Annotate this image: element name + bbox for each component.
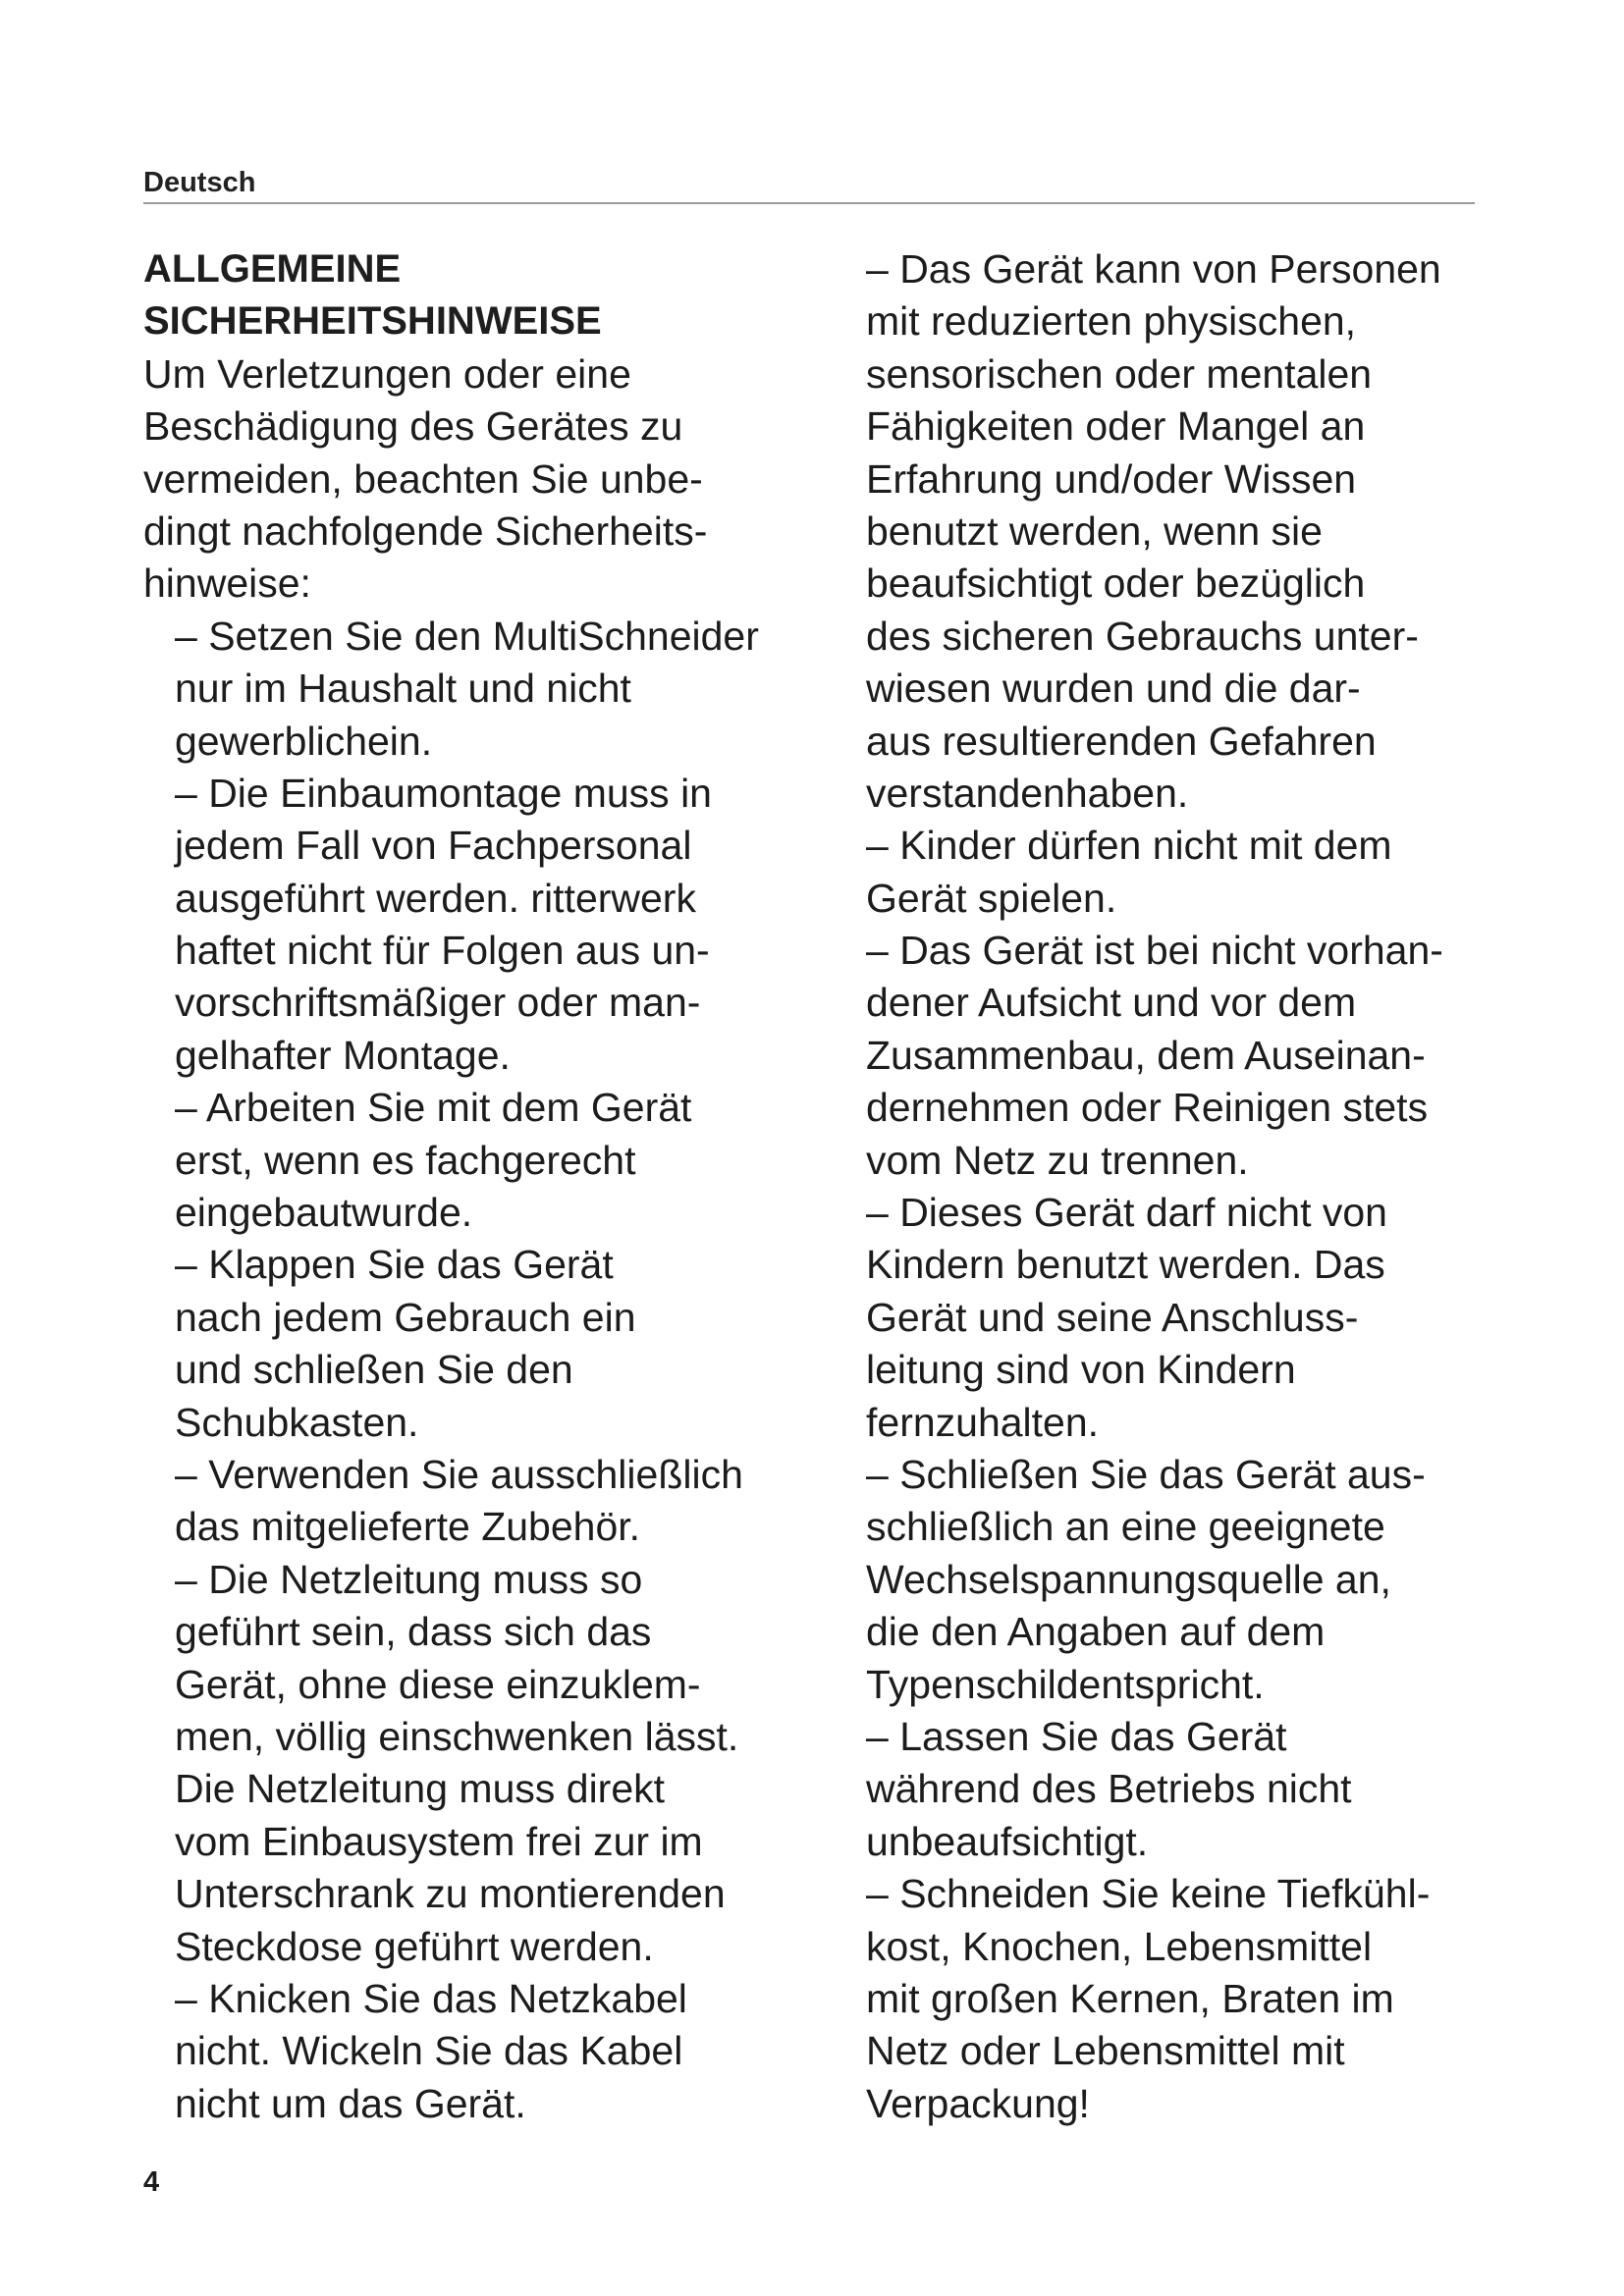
safety-text-line: – Die Einbaumontage muss in xyxy=(175,770,712,816)
safety-text-line: ausgeführt werden. ritterwerk xyxy=(175,875,696,921)
language-label: Deutsch xyxy=(143,167,256,198)
safety-text-line: unbeaufsichtigt. xyxy=(866,1818,1149,1864)
safety-text-line: geführt sein, dass sich das xyxy=(175,1609,652,1655)
header-divider xyxy=(143,202,1475,204)
safety-text-line: vom Einbausystem frei zur im xyxy=(175,1818,703,1864)
left-column xyxy=(143,243,840,2130)
safety-text-line: vorschriftsmäßiger oder man- xyxy=(175,980,701,1026)
safety-text-line: gewerblichein. xyxy=(175,718,433,764)
safety-text-line: – Klappen Sie das Gerät xyxy=(175,1242,614,1288)
safety-text-line: benutzt werden, wenn sie xyxy=(866,507,1323,554)
safety-text-line: – Kinder dürfen nicht mit dem xyxy=(866,823,1392,869)
safety-text-line: erst, wenn es fachgerecht xyxy=(175,1137,636,1183)
safety-text-line: Verpackung! xyxy=(866,2080,1090,2126)
safety-text-line: Netz oder Lebensmittel mit xyxy=(866,2028,1345,2074)
safety-text-line: das mitgelieferte Zubehör. xyxy=(175,1504,641,1550)
safety-list-right xyxy=(866,243,1514,2130)
intro-text-line: Beschädigung des Gerätes zu xyxy=(143,403,683,450)
section-title-line: ALLGEMEINE xyxy=(143,247,402,291)
intro-paragraph xyxy=(143,348,840,611)
safety-text-line: Wechselspannungsquelle an, xyxy=(866,1556,1391,1602)
safety-text-line: haftet nicht für Folgen aus un- xyxy=(175,928,710,974)
safety-text-line: schließlich an eine geeignete xyxy=(866,1504,1385,1550)
safety-text-line: gelhafter Montage. xyxy=(175,1032,511,1078)
safety-text-line: Schubkasten. xyxy=(175,1399,419,1445)
safety-text-line: Steckdose geführt werden. xyxy=(175,1923,654,1969)
safety-text-line: – Verwenden Sie ausschließlich xyxy=(175,1451,743,1497)
safety-text-line: Fähigkeiten oder Mangel an xyxy=(866,403,1366,450)
safety-text-line: dernehmen oder Reinigen stets xyxy=(866,1085,1429,1131)
intro-text-line: dingt nachfolgende Sicherheits- xyxy=(143,507,708,554)
safety-text-line: kost, Knochen, Lebensmittel xyxy=(866,1923,1373,1969)
safety-text-line: – Arbeiten Sie mit dem Gerät xyxy=(175,1085,692,1131)
safety-text-line: – Die Netzleitung muss so xyxy=(175,1556,643,1602)
safety-text-line: sensorischen oder mentalen xyxy=(866,350,1373,397)
safety-text-line: nach jedem Gebrauch ein xyxy=(175,1294,636,1340)
intro-text-line: vermeiden, beachten Sie unbe- xyxy=(143,455,703,502)
safety-text-line: wiesen wurden und die dar- xyxy=(866,666,1361,712)
safety-text-line: – Das Gerät kann von Personen xyxy=(866,246,1441,292)
safety-text-line: Gerät und seine Anschluss- xyxy=(866,1294,1359,1340)
safety-text-line: Unterschrank zu montierenden xyxy=(175,1871,726,1917)
intro-text-line: Um Verletzungen oder eine xyxy=(143,350,631,397)
safety-text-line: Gerät, ohne diese einzuklem- xyxy=(175,1661,701,1707)
safety-text-line: während des Betriebs nicht xyxy=(866,1766,1352,1812)
safety-text-line: eingebautwurde. xyxy=(175,1190,473,1236)
safety-text-line: des sicheren Gebrauchs unter- xyxy=(866,613,1419,659)
safety-list-left xyxy=(143,611,840,2130)
safety-text-line: die den Angaben auf dem xyxy=(866,1609,1326,1655)
safety-text-line: – Schließen Sie das Gerät aus- xyxy=(866,1451,1426,1497)
safety-text-line: – Setzen Sie den MultiSchneider xyxy=(175,613,759,659)
safety-text-line: jedem Fall von Fachpersonal xyxy=(175,823,692,869)
safety-text-line: Zusammenbau, dem Auseinan- xyxy=(866,1032,1426,1078)
section-title-line: SICHERHEITSHINWEISE xyxy=(143,299,602,344)
safety-text-line: – Das Gerät ist bei nicht vorhan- xyxy=(866,928,1443,974)
safety-text-line: nur im Haushalt und nicht xyxy=(175,666,631,712)
safety-text-line: und schließen Sie den xyxy=(175,1347,573,1393)
safety-text-line: dener Aufsicht und vor dem xyxy=(866,980,1357,1026)
safety-text-line: Typenschildentspricht. xyxy=(866,1661,1265,1707)
page-number: 4 xyxy=(143,2166,160,2198)
safety-text-line: fernzuhalten. xyxy=(866,1399,1100,1445)
safety-text-line: – Knicken Sie das Netzkabel xyxy=(175,1975,687,2021)
safety-text-line: leitung sind von Kindern xyxy=(866,1347,1296,1393)
safety-text-line: Gerät spielen. xyxy=(866,875,1117,921)
safety-text-line: verstandenhaben. xyxy=(866,770,1189,816)
safety-text-line: mit reduzierten physischen, xyxy=(866,298,1357,345)
safety-text-line: Kindern benutzt werden. Das xyxy=(866,1242,1385,1288)
safety-text-line: men, völlig einschwenken lässt. xyxy=(175,1713,739,1759)
safety-text-line: – Dieses Gerät darf nicht von xyxy=(866,1190,1387,1236)
safety-text-line: – Schneiden Sie keine Tiefkühl- xyxy=(866,1871,1431,1917)
intro-text-line: hinweise: xyxy=(143,561,311,607)
right-column xyxy=(866,243,1514,2130)
safety-text-line: beaufsichtigt oder bezüglich xyxy=(866,561,1366,607)
safety-text-line: aus resultierenden Gefahren xyxy=(866,718,1377,764)
safety-text-line: nicht. Wickeln Sie das Kabel xyxy=(175,2028,683,2074)
safety-text-line: Die Netzleitung muss direkt xyxy=(175,1766,666,1812)
safety-text-line: mit großen Kernen, Braten im xyxy=(866,1975,1394,2021)
safety-text-line: nicht um das Gerät. xyxy=(175,2080,526,2126)
safety-text-line: – Lassen Sie das Gerät xyxy=(866,1713,1287,1759)
safety-text-line: vom Netz zu trennen. xyxy=(866,1137,1249,1183)
safety-text-line: Erfahrung und/oder Wissen xyxy=(866,455,1357,502)
